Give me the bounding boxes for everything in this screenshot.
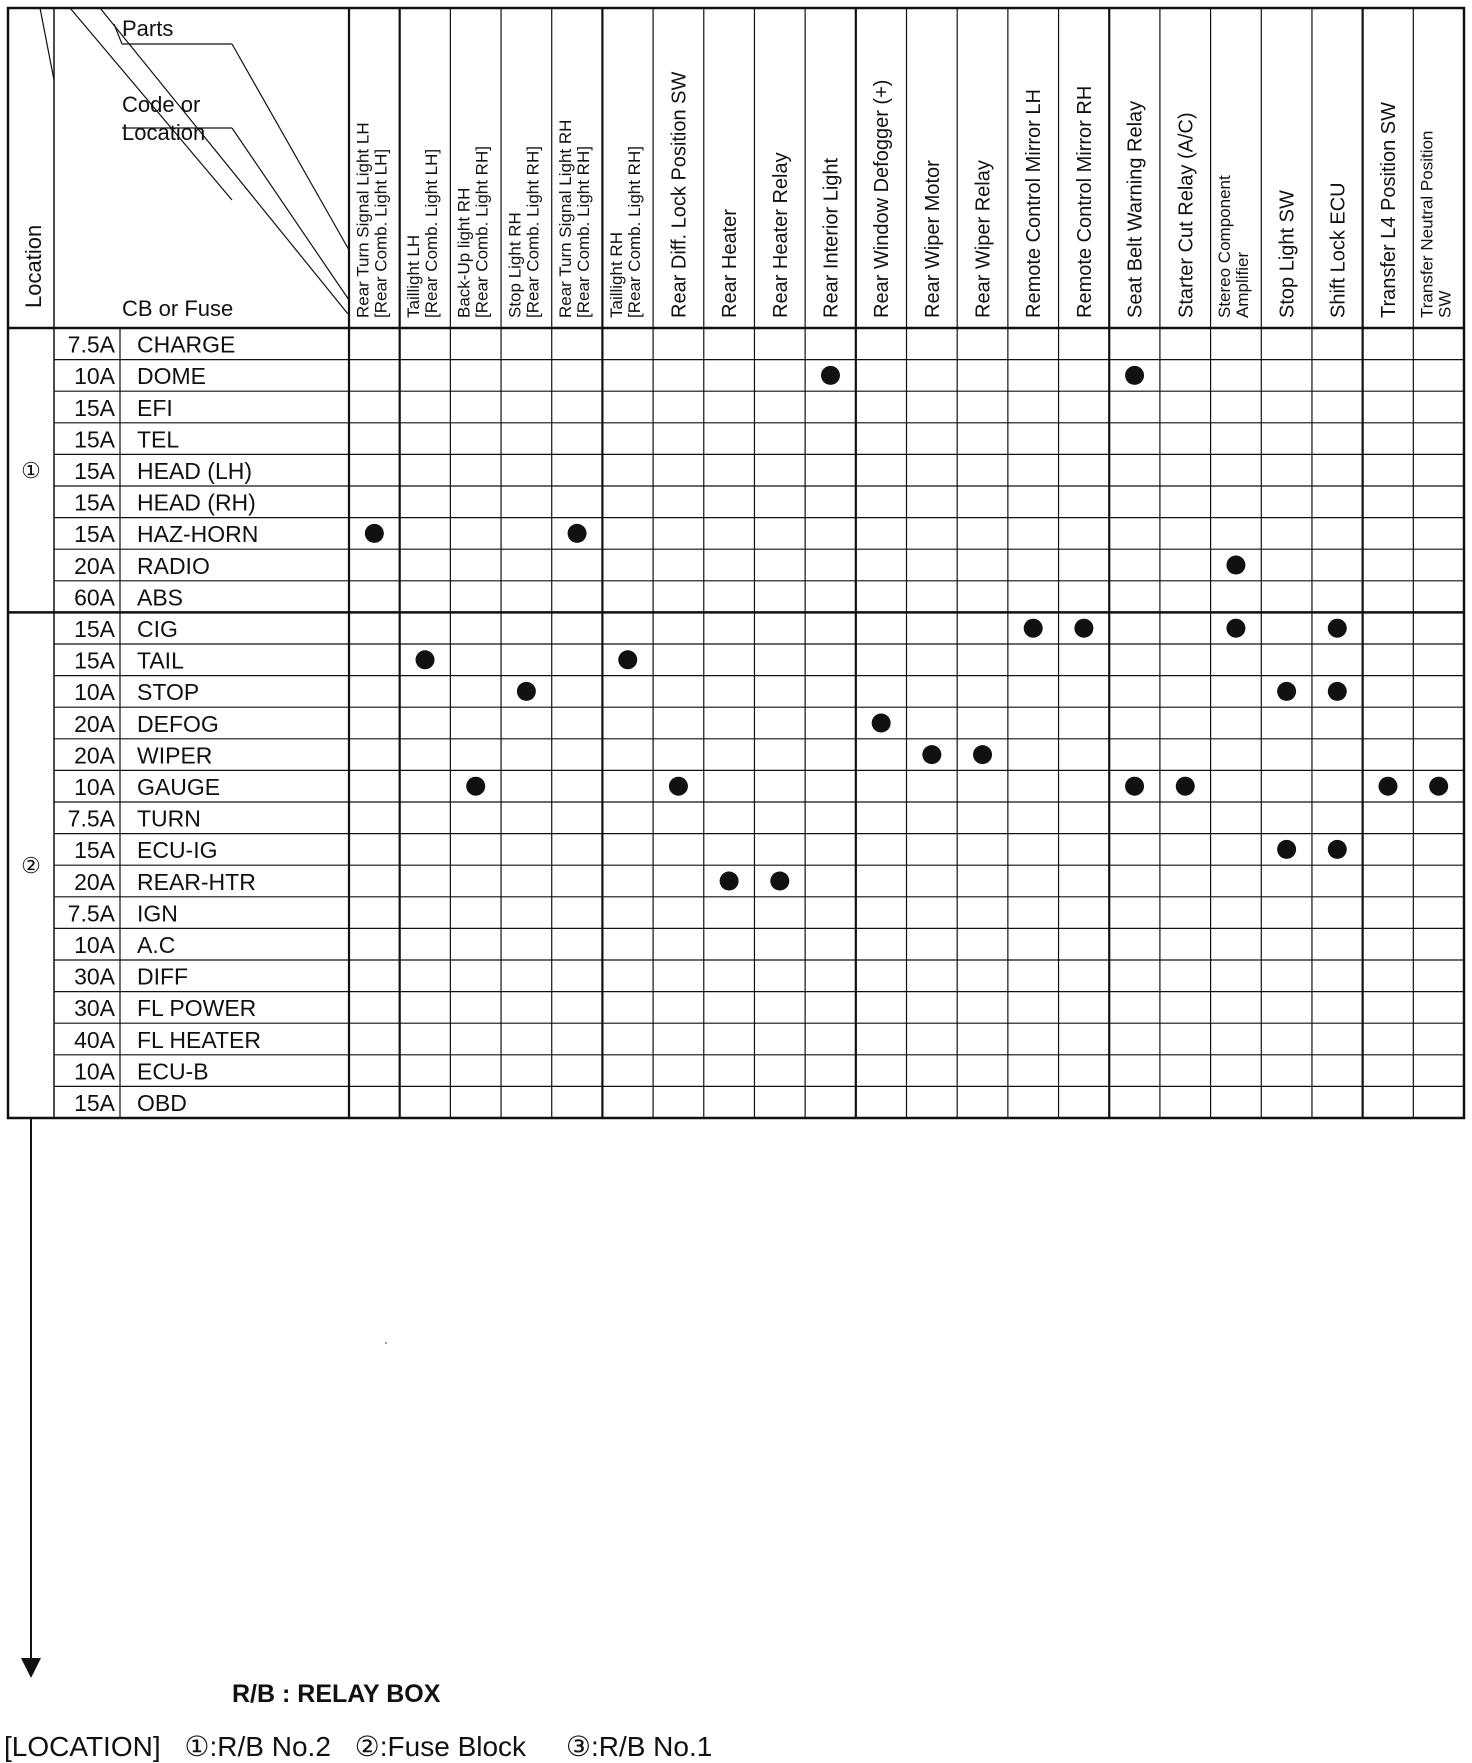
arrow-down-icon <box>21 1658 41 1678</box>
location-group-1: ① <box>21 458 41 484</box>
fuse-amp: 10A <box>74 363 115 390</box>
column-header-18: Stereo Component <box>1214 175 1234 318</box>
fuse-name: FL POWER <box>137 995 257 1022</box>
connection-dot <box>1074 619 1093 638</box>
relay-box-note: R/B : RELAY BOX <box>232 1680 441 1708</box>
speck <box>385 1342 387 1344</box>
fuse-name: DEFOG <box>137 710 219 737</box>
fuse-name: FL HEATER <box>137 1026 261 1053</box>
code-label-location: Location <box>122 120 206 145</box>
connection-dot <box>618 650 637 669</box>
code-label: Code or <box>122 92 201 117</box>
fuse-amp: 15A <box>74 489 115 516</box>
connection-dot <box>365 524 384 543</box>
fuse-name: TEL <box>137 426 180 453</box>
column-header-21: Transfer L4 Position SW <box>1377 101 1400 318</box>
connection-dot <box>1328 682 1347 701</box>
column-header-4: Stop Light RH <box>505 212 525 318</box>
column-header-3: [Rear Comb. Light RH] <box>472 146 492 318</box>
corner-diagonal <box>232 44 349 250</box>
fuse-name: REAR-HTR <box>137 868 256 895</box>
fuse-amp: 7.5A <box>67 331 115 358</box>
fuse-name: RADIO <box>137 552 210 579</box>
fuse-amp: 7.5A <box>67 805 115 832</box>
corner-diagonal <box>40 8 54 80</box>
fuse-amp: 10A <box>74 679 115 706</box>
column-header-18: Amplifier <box>1232 251 1252 318</box>
fuse-name: HEAD (LH) <box>137 458 253 484</box>
connection-dot <box>669 777 688 796</box>
connection-dot <box>1429 777 1448 796</box>
fuse-amp: 20A <box>74 710 115 737</box>
column-header-5: Rear Turn Signal Light RH <box>556 119 576 318</box>
fuse-name: HAZ-HORN <box>137 521 259 548</box>
connection-dot <box>416 650 435 669</box>
fuse-name: ECU-B <box>137 1058 209 1085</box>
fuse-amp: 20A <box>74 552 115 579</box>
connection-dot <box>1277 840 1296 859</box>
corner-diagonal <box>232 128 349 300</box>
fuse-amp: 15A <box>74 394 115 421</box>
cb-or-fuse-label: CB or Fuse <box>122 296 234 321</box>
fuse-amp: 15A <box>74 616 115 642</box>
fuse-amp: 20A <box>74 742 115 769</box>
column-header-16: Seat Belt Warning Relay <box>1124 100 1147 318</box>
connection-dot <box>1125 777 1144 796</box>
fuse-name: CIG <box>137 616 178 642</box>
column-header-12: Rear Wiper Motor <box>921 160 944 318</box>
legend-label: [LOCATION] <box>4 1731 161 1762</box>
connection-dot <box>720 872 739 891</box>
column-header-22: Transfer Neutral Position <box>1417 130 1437 318</box>
fuse-amp: 30A <box>74 995 115 1022</box>
fuse-amp: 15A <box>74 426 115 453</box>
fuse-name: TURN <box>137 805 201 832</box>
connection-dot <box>568 524 587 543</box>
legend-item-3: ③:R/B No.1 <box>565 1731 713 1762</box>
fuse-name: A.C <box>137 932 176 958</box>
column-header-6: [Rear Comb. Light RH] <box>624 146 644 318</box>
column-header-13: Rear Wiper Relay <box>972 160 995 318</box>
connection-dot <box>973 745 992 764</box>
fuse-amp: 10A <box>74 932 115 958</box>
fuse-amp: 20A <box>74 868 115 895</box>
connection-dot <box>466 777 485 796</box>
column-header-11: Rear Window Defogger (+) <box>871 79 894 318</box>
fuse-name: GAUGE <box>137 774 221 800</box>
column-header-5: [Rear Comb. Light RH] <box>574 146 594 318</box>
column-header-19: Stop Light SW <box>1276 190 1299 318</box>
column-header-1: [Rear Comb. Light LH] <box>371 148 391 318</box>
fuse-name: ABS <box>137 584 184 611</box>
column-header-7: Rear Diff. Lock Position SW <box>668 71 691 318</box>
column-header-17: Starter Cut Relay (A/C) <box>1175 112 1198 318</box>
fuse-amp: 15A <box>74 1090 115 1116</box>
legend-item-2: ②:Fuse Block <box>354 1731 527 1762</box>
fuse-name: IGN <box>137 900 178 927</box>
column-header-20: Shift Lock ECU <box>1327 182 1350 318</box>
location-group-2: ② <box>21 853 41 879</box>
fuse-amp: 10A <box>74 774 115 800</box>
fuse-amp: 7.5A <box>67 900 115 927</box>
fuse-amp: 15A <box>74 458 115 484</box>
fuse-amp: 40A <box>74 1026 115 1053</box>
connection-dot <box>1277 682 1296 701</box>
connection-dot <box>1328 619 1347 638</box>
location-legend <box>4 1730 712 1763</box>
column-header-10: Rear Interior Light <box>820 157 843 318</box>
connection-dot <box>821 366 840 385</box>
column-header-8: Rear Heater <box>719 209 742 318</box>
column-header-9: Rear Heater Relay <box>769 152 792 318</box>
fuse-name: WIPER <box>137 742 213 769</box>
fuse-amp: 15A <box>74 837 115 864</box>
column-header-2: [Rear Comb. Light LH] <box>422 148 442 318</box>
column-header-1: Rear Turn Signal Light LH <box>353 122 373 318</box>
connection-dot <box>1125 366 1144 385</box>
connection-dot <box>1328 840 1347 859</box>
connection-dot <box>770 872 789 891</box>
connection-dot <box>1378 777 1397 796</box>
column-header-14: Remote Control Mirror LH <box>1023 89 1046 318</box>
connection-dot <box>1176 777 1195 796</box>
fuse-name: HEAD (RH) <box>137 489 256 516</box>
connection-dot <box>517 682 536 701</box>
column-header-15: Remote Control Mirror RH <box>1073 85 1096 318</box>
fuse-name: DOME <box>137 363 206 390</box>
table-border <box>8 8 1464 1118</box>
connection-dot <box>1226 556 1245 575</box>
column-header-4: [Rear Comb. Light RH] <box>523 146 543 318</box>
column-header-6: Taillight RH <box>606 232 626 318</box>
fuse-amp: 30A <box>74 963 115 990</box>
legend-item-1: ①:R/B No.2 <box>184 1731 331 1762</box>
connection-dot <box>1226 619 1245 638</box>
fuse-name: TAIL <box>137 647 184 674</box>
fuse-name: ECU-IG <box>137 837 218 864</box>
corner-diagonal <box>100 8 348 314</box>
fuse-name: STOP <box>137 679 200 706</box>
fuse-amp: 15A <box>74 647 115 674</box>
column-header-3: Back-Up light RH <box>454 187 474 318</box>
connection-dot <box>1024 619 1043 638</box>
parts-label: Parts <box>122 16 174 41</box>
fuse-name: CHARGE <box>137 331 236 358</box>
fuse-amp: 60A <box>74 584 115 611</box>
column-header-2: Taillight LH <box>404 234 424 318</box>
connection-dot <box>922 745 941 764</box>
fuse-name: DIFF <box>137 963 189 990</box>
connection-dot <box>872 714 891 733</box>
fuse-name: OBD <box>137 1090 187 1116</box>
column-header-22: SW <box>1435 290 1455 318</box>
fuse-amp: 15A <box>74 521 115 548</box>
location-label: Location <box>21 224 46 308</box>
fuse-name: EFI <box>137 394 173 421</box>
fuse-amp: 10A <box>74 1058 115 1085</box>
